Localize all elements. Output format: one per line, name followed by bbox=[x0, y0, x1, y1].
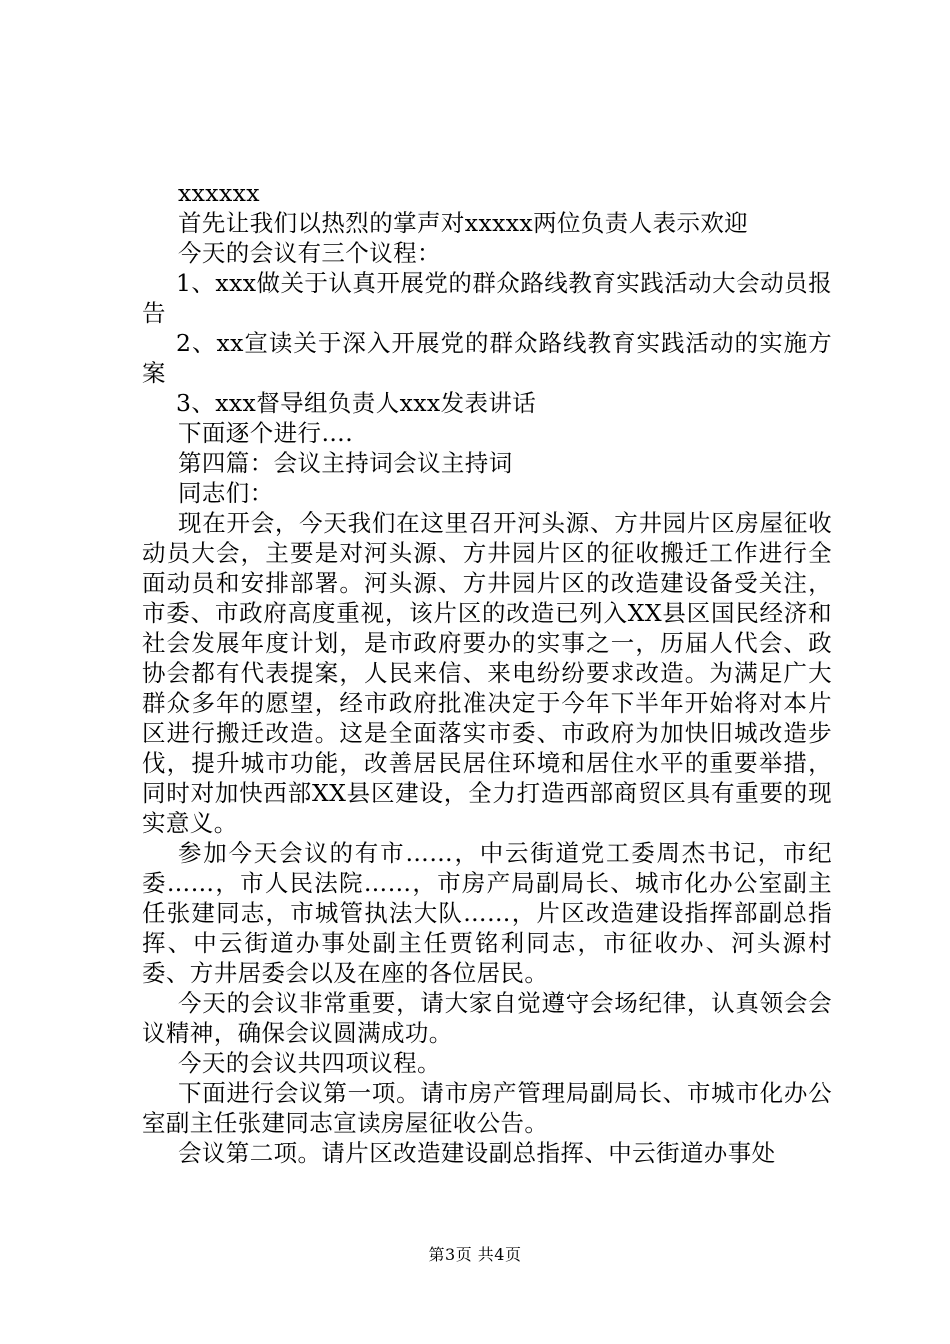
paragraph-attendees: 参加今天会议的有市……，中云街道党工委周杰书记，市纪委……，市人民法院……，市房产局副局长、城市化办公室副主任张建同志，市城管执法大队……，片区改造建设指挥部副总指挥、中云街道办事处副主任贾铭利同志，市征收办、河头源村委、方井居委会以及在座的各位居民。 bbox=[142, 839, 832, 987]
paragraph-opening: 现在开会，今天我们在这里召开河头源、方井园片区房屋征收动员大会，主要是对河头源、方井园片区的征收搬迁工作进行全面动员和安排部署。河头源、方井园片区的改造建设备受关注，市委、市政府高度重视，该片区的改造已列入XX县区国民经济和社会发展年度计划，是市政府要办的实事之一，历届人代会、政协会都有代表提案，人民来信、来电纷纷要求改造。为满足广大群众多年的愿望，经市政府批准决定于今年下半年开始将对本片区进行搬迁改造。这是全面落实市委、市政府为加快旧城改造步伐，提升城市功能，改善居民居住环境和居住水平的重要举措，同时对加快西部XX县区建设，全力打造西部商贸区具有重要的现实意义。 bbox=[142, 509, 832, 837]
section-heading: 第四篇：会议主持词会议主持词 bbox=[178, 449, 513, 477]
paragraph-agenda-intro: 今天的会议有三个议程： bbox=[178, 239, 441, 267]
paragraph-agenda-item-2: 2、xx宣读关于深入开展党的群众路线教育实践活动的实施方案 bbox=[142, 329, 832, 387]
paragraph-four-items: 今天的会议共四项议程。 bbox=[178, 1049, 441, 1077]
paragraph-item-two: 会议第二项。请片区改造建设副总指挥、中云街道办事处 bbox=[178, 1139, 776, 1167]
paragraph-proceed: 下面逐个进行…. bbox=[178, 419, 354, 447]
paragraph-item-one: 下面进行会议第一项。请市房产管理局副局长、市城市化办公室副主任张建同志宣读房屋征收公告。 bbox=[142, 1079, 832, 1137]
paragraph-agenda-item-3: 3、xxx督导组负责人xxx发表讲话 bbox=[176, 389, 537, 417]
paragraph-welcome: 首先让我们以热烈的掌声对xxxxx两位负责人表示欢迎 bbox=[178, 209, 749, 237]
paragraph-host-name: xxxxxx bbox=[178, 179, 260, 207]
paragraph-salutation: 同志们： bbox=[178, 479, 274, 507]
document-body bbox=[142, 178, 832, 1168]
page-footer: 第3页 共4页 bbox=[428, 1245, 522, 1264]
paragraph-discipline: 今天的会议非常重要，请大家自觉遵守会场纪律，认真领会会议精神，确保会议圆满成功。 bbox=[142, 989, 832, 1047]
paragraph-agenda-item-1: 1、xxx做关于认真开展党的群众路线教育实践活动大会动员报告 bbox=[142, 269, 832, 327]
